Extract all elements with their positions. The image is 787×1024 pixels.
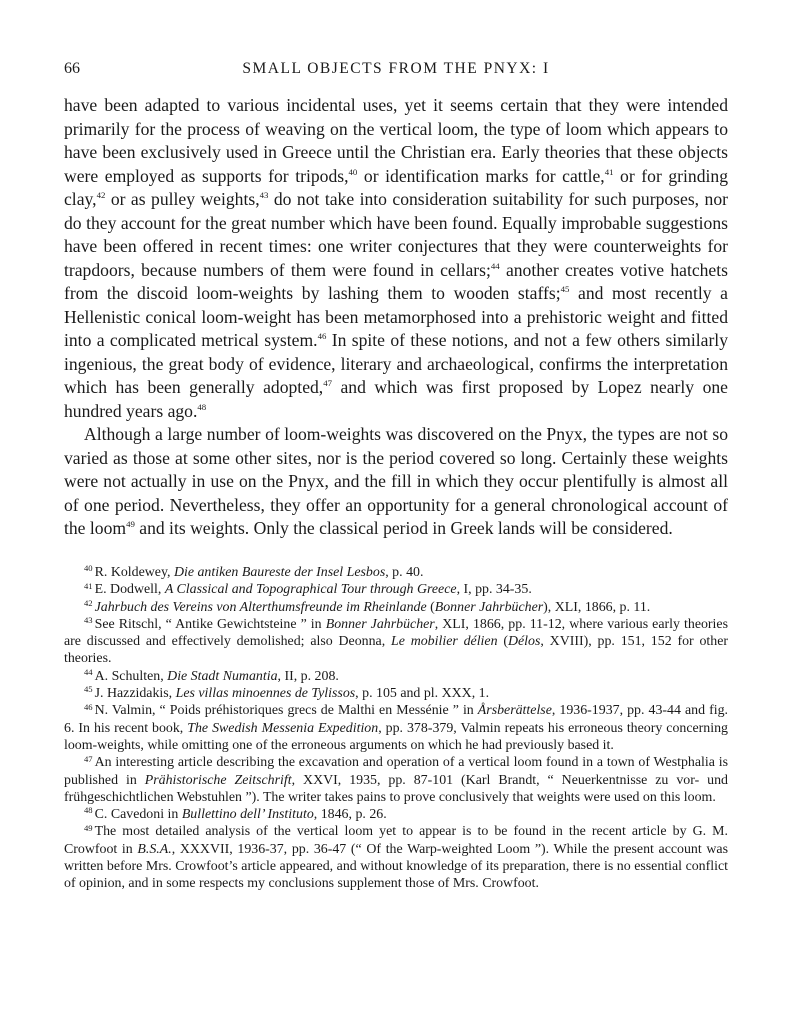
running-title: SMALL OBJECTS FROM THE PNYX: I	[242, 60, 550, 77]
footnote-43: $^{43}$ See Ritschl, “ Antike Gewichtsteine ” in Bonner Jahrbücher, XLI, 1866, pp. 11-12, where various early theories are discussed and effectively demolished; also Deonna, Le mobilier délien (Délos, XVIII), pp. 151, 152 for other theories.	[64, 615, 728, 667]
footnote-41: $^{41}$ E. Dodwell, A Classical and Topographical Tour through Greece, I, pp. 34-35.	[84, 580, 532, 598]
footnote-44: $^{44}$ A. Schulten, Die Stadt Numantia, II, p. 208.	[84, 667, 339, 684]
footnote-ref-40[interactable]: 40	[348, 166, 358, 177]
footnote-48: $^{48}$ C. Cavedoni in Bullettino dell’ Instituto, 1846, p. 26.	[84, 805, 387, 823]
footnote-46: $^{46}$ N. Valmin, “ Poids préhistoriques grecs de Malthi en Messénie ” in Årsberättelse, 1936-1937, pp. 43-44 and fig. 6. In his recent book, The Swedish Messenia Expedition, pp. 378-379, Valmin repeats his erroneous theory concerning loom-weights, while omitting one of the erroneous arguments on which he had previously based it.	[64, 701, 728, 753]
footnote-40: $^{40}$ R. Koldewey, Die antiken Baureste der Insel Lesbos, p. 40.	[84, 563, 424, 580]
paragraph-1: have been adapted to various incidental uses, yet it seems certain that they were intended primarily for the process of weaving on the vertical loom, the type of loom which appears to have been exclusively used in Greece until the Christian era. Early theories that these objects were employed as supports for tripods,$^{40}$ or identification marks for cattle,$^{41}$ or for grinding clay,$^{42}$ or as pulley weights,$^{43}$ do not take into consideration suitability for such purposes, nor do they account for the great number which have been found. Equally improbable suggestions have been offered in recent times: one writer conjectures that they were counterweights for trapdoors, because numbers of them were found in cellars;$^{44}$ another creates votive hatchets from the discoid loom-weights by lashing them to wooden staffs;$^{45}$ and most recently a Hellenistic conical loom-weight has been metamorphosed into a prehistoric weight and fitted into a complicated metrical system.$^{46}$ In spite of these notions, and not a few others similarly ingenious, the great body of evidence, literary and archaeological, confirms the interpretation which has been generally adopted,$^{47}$ and which was first proposed by Lopez nearly one hundred years ago.$^{48}$	[64, 95, 729, 421]
footnote-ref-42[interactable]: 42	[96, 189, 106, 200]
footnote-ref-47[interactable]: 47	[323, 377, 332, 388]
footnote-ref-41[interactable]: 41	[604, 166, 614, 177]
main-text	[64, 94, 728, 541]
footnote-ref-45[interactable]: 45	[560, 283, 570, 294]
page-number: 66	[64, 60, 80, 77]
footnotes	[64, 564, 728, 893]
footnote-ref-44[interactable]: 44	[490, 260, 500, 271]
footnote-ref-43[interactable]: 43	[259, 189, 269, 200]
footnote-45: $^{45}$ J. Hazzidakis, Les villas minoennes de Tylissos, p. 105 and pl. XXX, 1.	[84, 684, 490, 702]
footnote-ref-48[interactable]: 48	[197, 401, 207, 412]
footnote-ref-49[interactable]: 49	[126, 518, 135, 529]
footnote-ref-46[interactable]: 46	[317, 330, 327, 341]
footnote-42: $^{42}$ Jahrbuch des Vereins von Alterthumsfreunde im Rheinlande (Bonner Jahrbücher), XLI, 1866, p. 11.	[84, 597, 651, 615]
page-header	[64, 60, 728, 80]
footnote-49: $^{49}$ The most detailed analysis of the vertical loom yet to appear is to be found in the recent article by G. M. Crowfoot in B.S.A., XXXVII, 1936-37, pp. 36-47 (“ Of the Warp-weighted Loom ”). While the present account was written before Mrs. Crowfoot’s article appeared, and without knowledge of its preparation, there is no essential conflict of opinion, and in some respects my conclusions supplement those of Mrs. Crowfoot.	[64, 822, 729, 892]
footnote-47: $^{47}$ An interesting article describing the excavation and operation of a vertical loom found in a town of Westphalia is published in Prähistorische Zeitschrift, XXVI, 1935, pp. 87-101 (Karl Brandt, “ Neuerkentnisse zu vor- und frühgeschichtlichen Webstuhlen ”). The writer takes pains to prove conclusively that weights were used on this loom.	[64, 753, 728, 805]
paragraph-2: Although a large number of loom-weights was discovered on the Pnyx, the types are not so varied as those at some other sites, nor is the period covered so long. Certainly these weights were not actually in use on the Pnyx, and the fill in which they occur plentifully is almost all of one period. Nevertheless, they offer an opportunity for a general chronological account of the loom$^{49}$ and its weights. Only the classical period in Greek lands will be considered.	[64, 424, 728, 538]
